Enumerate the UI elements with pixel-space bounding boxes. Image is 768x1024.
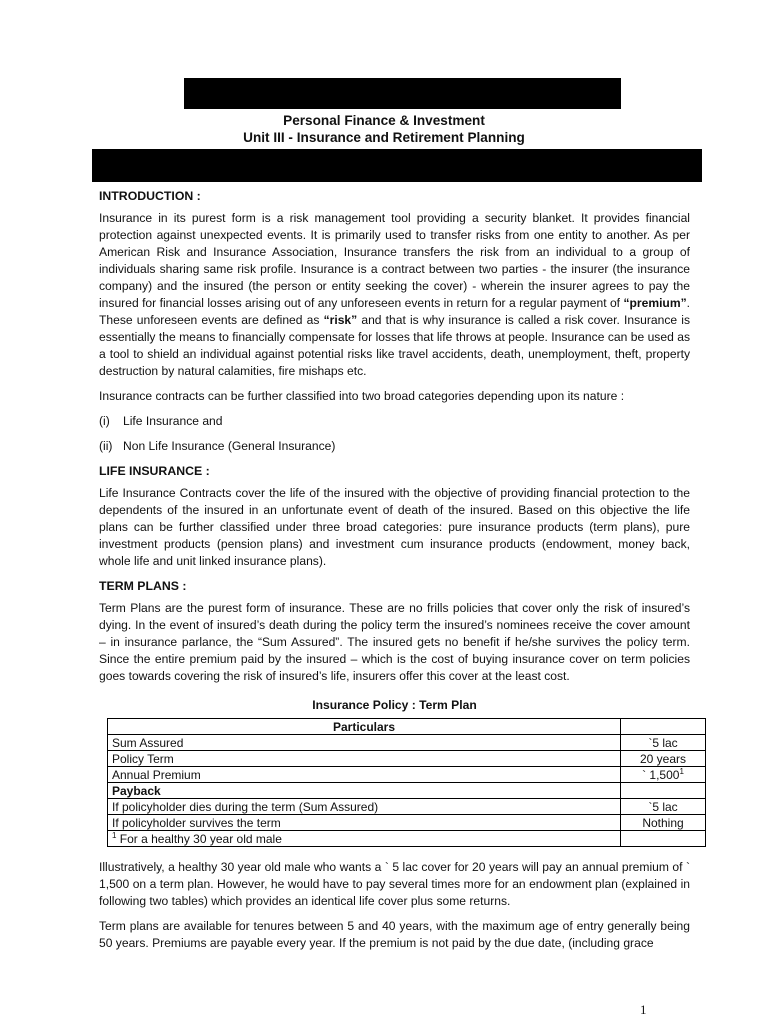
table-cell-empty — [621, 831, 706, 847]
list-number: (i) — [99, 414, 110, 428]
illustration-paragraph: Illustratively, a healthy 30 year old male who wants a ` 5 lac cover for 20 years will pay an annual premium of ` 1,500 on a term plan. However, he would have to pay several times more for an endowment plan (explained in following two tables) which provides an identical life cover plus some returns. — [99, 860, 690, 908]
list-number: (ii) — [99, 439, 113, 453]
life-insurance-paragraph: Life Insurance Contracts cover the life of the insured with the objective of providing financial protection to the dependents of the insured in an unfortunate event of death of the insured. Based on this objective the life plans can be further classified under three broad categories: pure insurance products (term plans), pure investment products (pension plans) and investment cum insurance products (endowment, money back, whole life and unit linked insurance plans). — [99, 486, 690, 568]
table-cell-value: 20 years — [621, 751, 706, 767]
classification-paragraph: Insurance contracts can be further classified into two broad categories depending upon its nature : — [99, 389, 625, 403]
table-footnote-row — [108, 831, 706, 847]
table-row — [108, 735, 706, 751]
tenure-paragraph: Term plans are available for tenures between 5 and 40 years, with the maximum age of entry generally being 50 years. Premiums are payable every year. If the premium is not paid by the due date, (including grace — [99, 919, 690, 950]
term-plan-table — [107, 718, 706, 847]
document-title: Personal Finance & Investment — [283, 113, 485, 128]
table-header-empty — [621, 719, 706, 735]
redacted-banner-bottom — [92, 149, 702, 182]
table-header: Particulars — [108, 719, 621, 735]
introduction-heading: INTRODUCTION : — [99, 189, 201, 203]
page-number: 1 — [640, 1002, 647, 1017]
term-plans-heading: TERM PLANS : — [99, 579, 187, 593]
table-caption: Insurance Policy : Term Plan — [312, 698, 477, 712]
table-cell-label: Annual Premium — [108, 767, 621, 783]
introduction-paragraph: Insurance in its purest form is a risk management tool providing a security blanket. It provides financial protection against unexpected events. It is primarily used to transfer risks from one entity to another. As per American Risk and Insurance Association, Insurance transfers the risk from an individual to a group of individuals sharing same risk profile. Insurance is a contract between two parties - the insurer (the insurance company) and the insured (the person or entity seeking the cover) - wherein the insurer agrees to pay the insured for financial losses arising out of any unforeseen events in return for a regular payment of “premium”. These unforeseen events are defined as “risk” and that is why insurance is called a risk cover. Insurance is essentially the means to financially compensate for losses that life throws at people. Insurance can be used as a tool to shield an individual against potential risks like travel accidents, death, unemployment, theft, property destruction by natural calamities, fire mishaps etc. — [99, 211, 690, 378]
payback-label: Payback — [108, 783, 621, 799]
table-cell-empty — [621, 783, 706, 799]
document-body — [99, 188, 690, 960]
life-insurance-heading: LIFE INSURANCE : — [99, 464, 210, 478]
redacted-banner-top — [184, 78, 621, 109]
table-footnote: $^1$ For a healthy 30 year old male — [108, 831, 621, 847]
table-cell-value: ` 1,500$^1$ — [621, 767, 706, 783]
table-cell-label: Policy Term — [108, 751, 621, 767]
table-cell-label: Sum Assured — [108, 735, 621, 751]
document-subtitle: Unit III - Insurance and Retirement Planning — [243, 130, 525, 145]
table-row — [108, 767, 706, 783]
list-text: Life Insurance and — [123, 414, 223, 428]
term-plans-paragraph: Term Plans are the purest form of insurance. These are no frills policies that cover only the risk of insured’s dying. In the event of insured’s death during the policy term the insured’s nominees receive the cover amount – in insurance parlance, the “Sum Assured”. The insured gets no benefit if he/she survives the policy term. Since the entire premium paid by the insured – which is the cost of buying insurance cover on term policies goes towards covering the risk of insured’s life, insurers offer this cover at the least cost. — [99, 601, 690, 683]
table-cell-value: `5 lac — [621, 735, 706, 751]
table-row — [108, 799, 706, 815]
table-row — [108, 815, 706, 831]
table-cell-value: `5 lac — [621, 799, 706, 815]
footnote-mark: 1 — [679, 766, 684, 776]
premium-term: “premium” — [623, 296, 687, 310]
table-row — [108, 783, 706, 799]
list-item — [99, 413, 690, 430]
risk-term: “risk” — [323, 313, 358, 327]
table-cell-label: If policyholder dies during the term (Sum Assured) — [108, 799, 621, 815]
list-text: Non Life Insurance (General Insurance) — [123, 439, 336, 453]
table-row — [108, 751, 706, 767]
table-cell-value: Nothing — [621, 815, 706, 831]
list-item — [99, 438, 690, 455]
table-header-row — [108, 719, 706, 735]
table-cell-label: If policyholder survives the term — [108, 815, 621, 831]
